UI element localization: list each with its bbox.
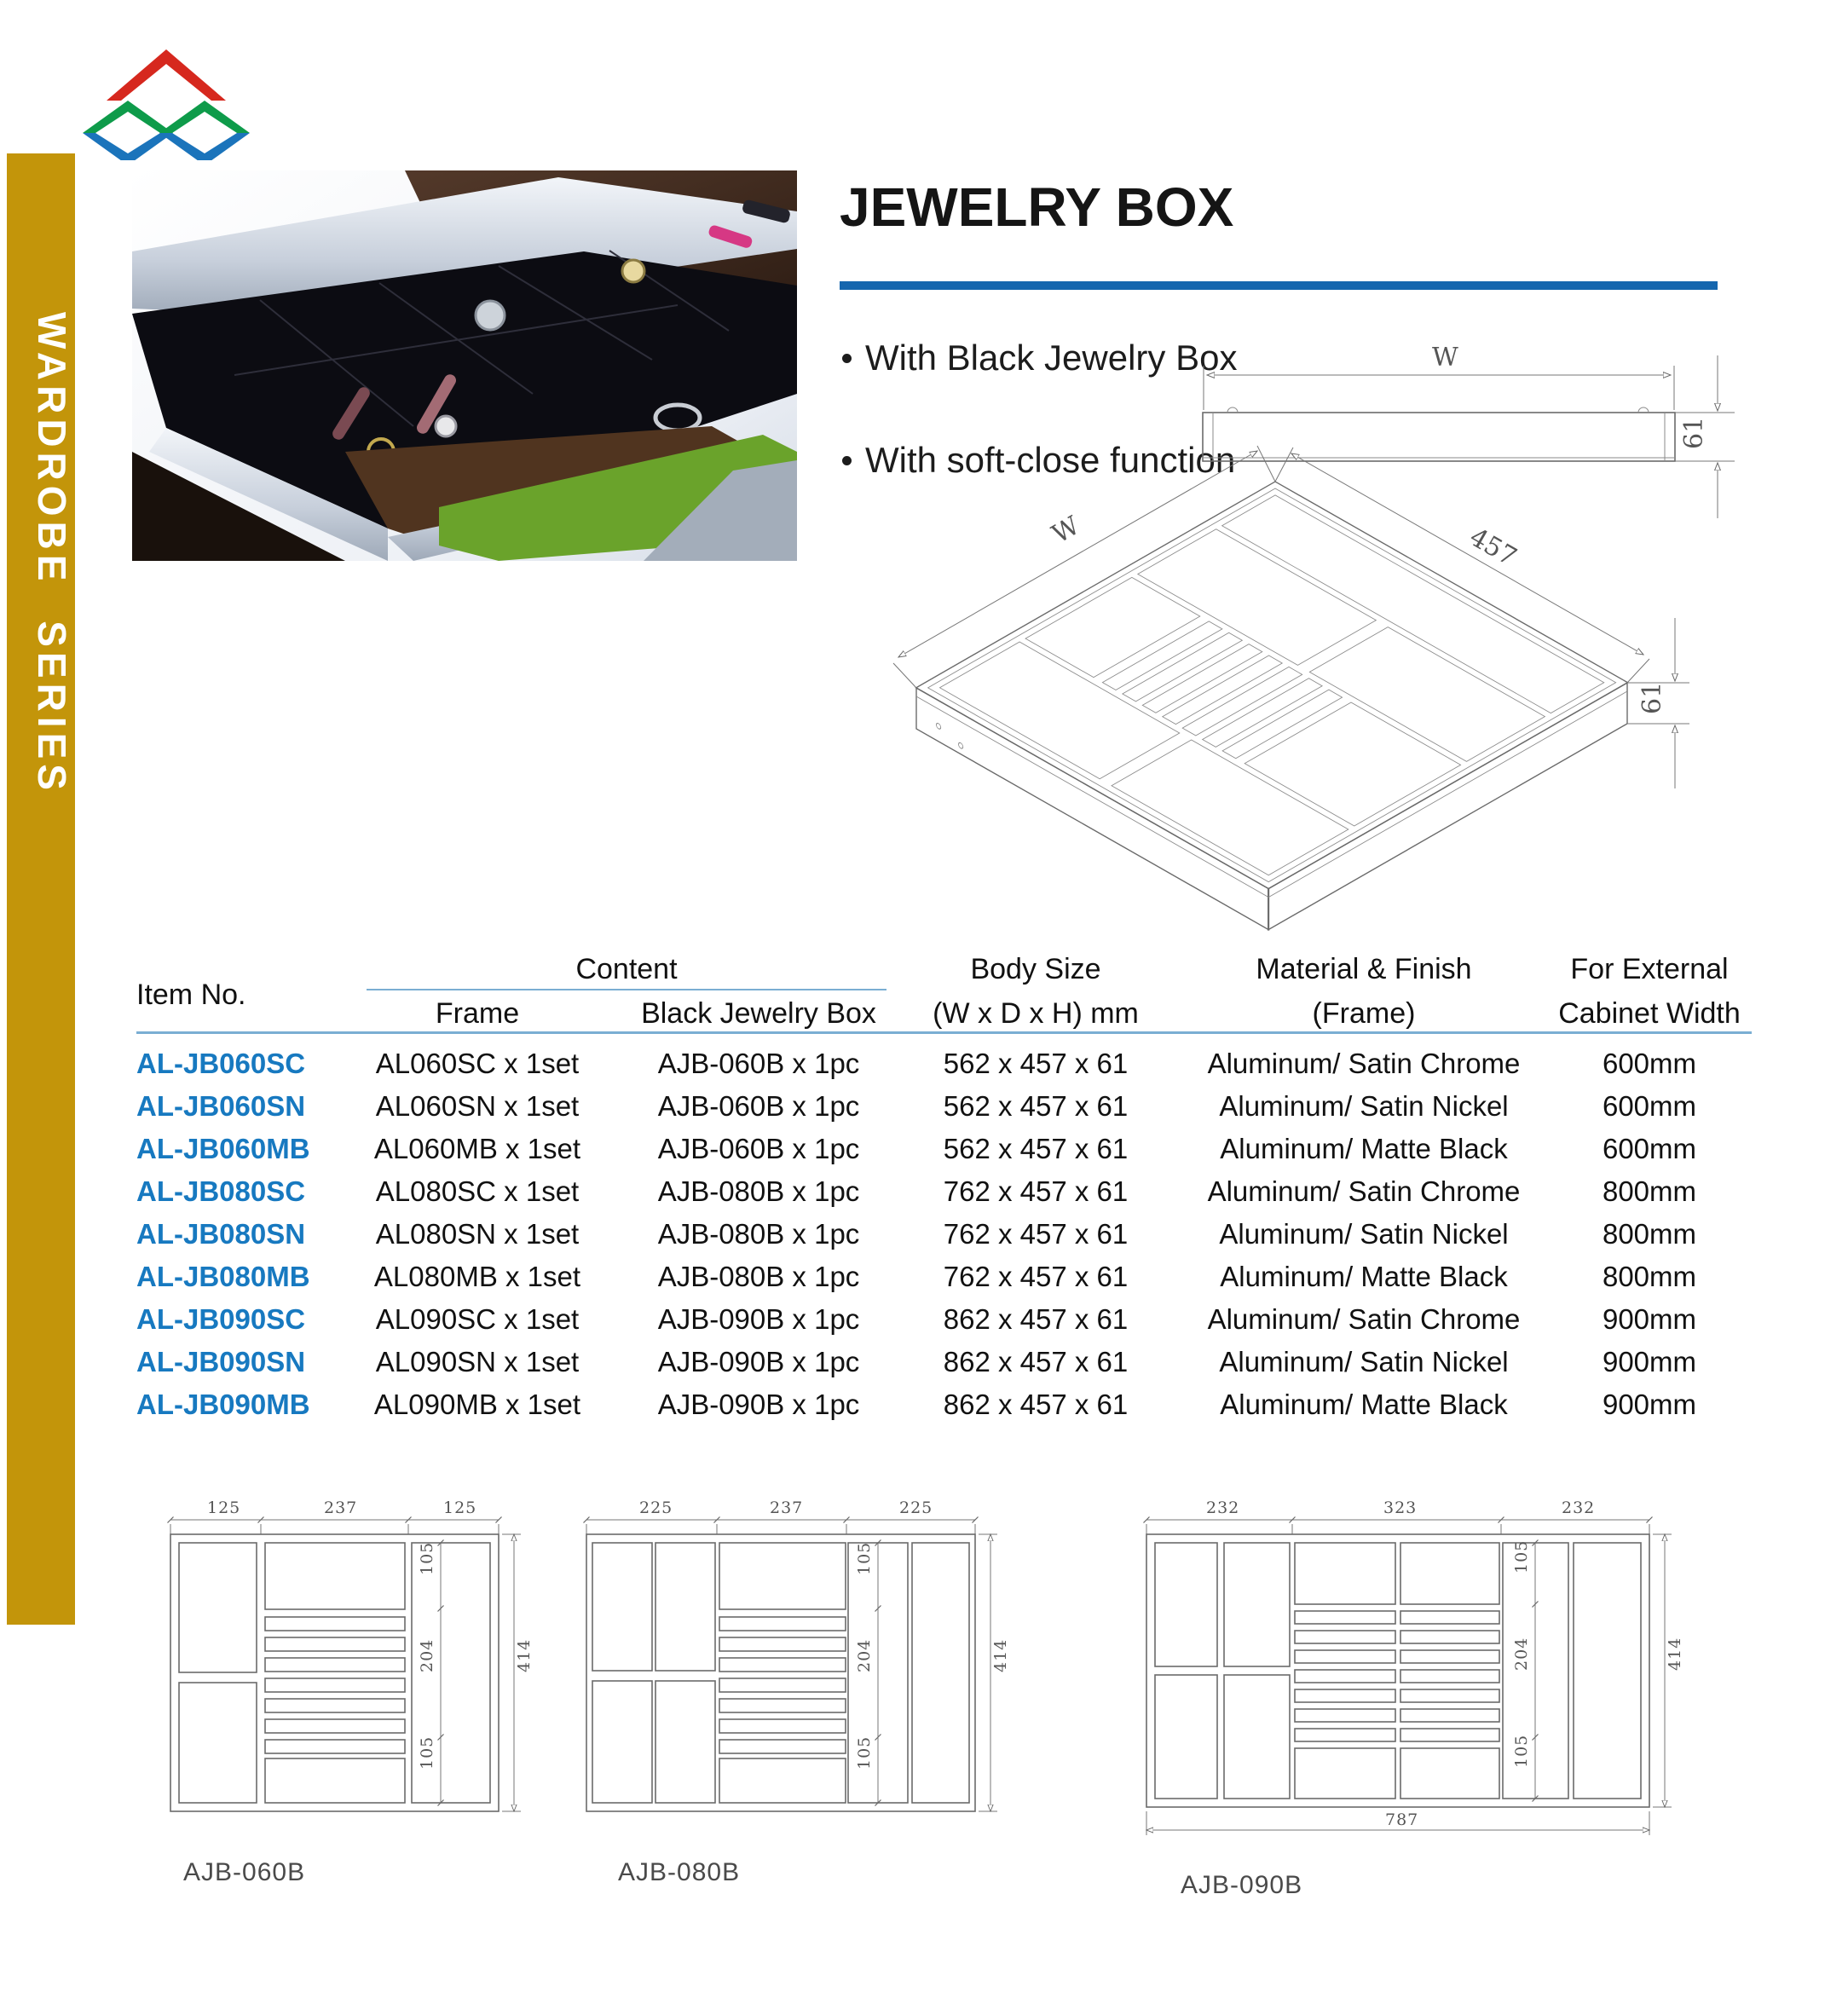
- dim-label: 204: [855, 1638, 874, 1672]
- cell-body: 862 x 457 x 61: [943, 1346, 1129, 1377]
- cell-item: AL-JB090SN: [136, 1346, 306, 1377]
- cell-width: 600mm: [1602, 1090, 1697, 1122]
- cell-bjb: AJB-080B x 1pc: [657, 1261, 860, 1292]
- col-header-bjb: Black Jewelry Box: [641, 997, 876, 1030]
- dim-label: 787: [1385, 1810, 1419, 1829]
- cell-frame: AL090SC x 1set: [375, 1303, 580, 1335]
- cell-width: 800mm: [1602, 1261, 1697, 1292]
- cell-width: 600mm: [1602, 1048, 1697, 1079]
- dim-label: 105: [418, 1735, 436, 1770]
- cell-frame: AL090MB x 1set: [373, 1389, 581, 1420]
- feature-text: With Black Jewelry Box: [865, 338, 1238, 378]
- cell-material: Aluminum/ Satin Chrome: [1207, 1175, 1521, 1207]
- cell-item: AL-JB080SN: [136, 1218, 306, 1250]
- dim-label: 232: [1206, 1498, 1240, 1517]
- dim-label: 105: [855, 1735, 874, 1770]
- col-header-material-1: Material & Finish: [1256, 953, 1472, 985]
- cell-material: Aluminum/ Satin Nickel: [1219, 1090, 1509, 1122]
- cell-body: 862 x 457 x 61: [943, 1389, 1129, 1420]
- dim-label: 414: [515, 1638, 534, 1672]
- dim-label: 225: [639, 1498, 673, 1517]
- col-header-content: Content: [575, 953, 678, 985]
- dim-label: 237: [324, 1498, 358, 1517]
- cell-item: AL-JB080SC: [136, 1175, 306, 1207]
- dim-label: 125: [443, 1498, 477, 1517]
- cell-body: 762 x 457 x 61: [943, 1175, 1129, 1207]
- dim-label: 232: [1562, 1498, 1596, 1517]
- bullet-icon: [842, 354, 852, 363]
- cell-item: AL-JB080MB: [136, 1261, 310, 1292]
- iso-depth-label: 457: [1464, 522, 1522, 573]
- cell-bjb: AJB-060B x 1pc: [657, 1133, 860, 1164]
- cell-material: Aluminum/ Satin Nickel: [1219, 1218, 1509, 1250]
- dim-label: 125: [207, 1498, 241, 1517]
- title-underline: [840, 281, 1718, 290]
- cell-body: 762 x 457 x 61: [943, 1218, 1129, 1250]
- cell-material: Aluminum/ Matte Black: [1220, 1389, 1508, 1420]
- cell-bjb: AJB-060B x 1pc: [657, 1048, 860, 1079]
- dim-label: 105: [1512, 1539, 1531, 1574]
- iso-height-label: 61: [1637, 681, 1667, 714]
- dim-label: 204: [418, 1638, 436, 1672]
- dim-label: 204: [1512, 1637, 1531, 1671]
- cell-item: AL-JB060SN: [136, 1090, 306, 1122]
- cell-item: AL-JB090SC: [136, 1303, 306, 1335]
- col-header-item: Item No.: [136, 979, 246, 1011]
- cell-body: 562 x 457 x 61: [943, 1090, 1129, 1122]
- dim-label: 414: [1666, 1637, 1684, 1671]
- cell-body: 562 x 457 x 61: [943, 1048, 1129, 1079]
- cell-bjb: AJB-080B x 1pc: [657, 1175, 860, 1207]
- cell-frame: AL080MB x 1set: [373, 1261, 581, 1292]
- plan-drawing-ajb-080b: [563, 1496, 1023, 1880]
- feature-text: With soft-close function: [865, 440, 1236, 480]
- cell-item: AL-JB060MB: [136, 1133, 310, 1164]
- dim-label: 105: [418, 1541, 436, 1575]
- cell-bjb: AJB-090B x 1pc: [657, 1346, 860, 1377]
- plan-drawing-ajb-060b: [141, 1496, 541, 1880]
- cell-bjb: AJB-060B x 1pc: [657, 1090, 860, 1122]
- col-header-material-2: (Frame): [1312, 997, 1416, 1030]
- cell-material: Aluminum/ Satin Chrome: [1207, 1303, 1521, 1335]
- cell-material: Aluminum/ Satin Nickel: [1219, 1346, 1509, 1377]
- cell-item: AL-JB090MB: [136, 1389, 310, 1420]
- plan-name: AJB-090B: [1181, 1871, 1303, 1899]
- dim-label: 237: [770, 1498, 804, 1517]
- content-underline: [367, 989, 886, 990]
- cell-width: 900mm: [1602, 1303, 1697, 1335]
- col-header-frame: Frame: [435, 997, 520, 1030]
- cell-width: 800mm: [1602, 1218, 1697, 1250]
- cell-width: 800mm: [1602, 1175, 1697, 1207]
- cell-bjb: AJB-090B x 1pc: [657, 1303, 860, 1335]
- cell-body: 862 x 457 x 61: [943, 1303, 1129, 1335]
- cell-frame: AL060MB x 1set: [373, 1133, 581, 1164]
- cell-width: 600mm: [1602, 1133, 1697, 1164]
- plan-name: AJB-080B: [618, 1858, 741, 1886]
- iso-view-drawing: [835, 443, 1790, 989]
- cell-width: 900mm: [1602, 1389, 1697, 1420]
- cell-frame: AL060SN x 1set: [375, 1090, 580, 1122]
- front-width-label: W: [1432, 343, 1458, 372]
- cell-frame: AL080SN x 1set: [375, 1218, 580, 1250]
- plan-drawing-ajb-090b: [1125, 1496, 1705, 1905]
- dim-label: 414: [991, 1638, 1010, 1672]
- cell-material: Aluminum/ Satin Chrome: [1207, 1048, 1521, 1079]
- col-header-width-1: For External: [1570, 953, 1729, 985]
- series-banner-label: WARDROBE SERIES: [30, 311, 74, 795]
- front-height-label: 61: [1679, 416, 1709, 449]
- cell-body: 562 x 457 x 61: [943, 1133, 1129, 1164]
- header-underline: [136, 1031, 1752, 1034]
- page-title: JEWELRY BOX: [840, 176, 1234, 238]
- col-header-width-2: Cabinet Width: [1558, 997, 1741, 1030]
- cell-frame: AL090SN x 1set: [375, 1346, 580, 1377]
- cell-bjb: AJB-080B x 1pc: [657, 1218, 860, 1250]
- cell-bjb: AJB-090B x 1pc: [657, 1389, 860, 1420]
- iso-width-label: W: [1047, 511, 1085, 550]
- plan-name: AJB-060B: [183, 1858, 306, 1886]
- cell-material: Aluminum/ Matte Black: [1220, 1133, 1508, 1164]
- cell-material: Aluminum/ Matte Black: [1220, 1261, 1508, 1292]
- product-photo: [132, 170, 797, 561]
- cell-frame: AL060SC x 1set: [375, 1048, 580, 1079]
- brand-logo-icon: [47, 15, 277, 160]
- dim-label: 323: [1383, 1498, 1418, 1517]
- col-header-body-2: (W x D x H) mm: [933, 997, 1139, 1030]
- dim-label: 105: [1512, 1734, 1531, 1768]
- dim-label: 105: [855, 1541, 874, 1575]
- cell-width: 900mm: [1602, 1346, 1697, 1377]
- dim-label: 225: [899, 1498, 933, 1517]
- cell-body: 762 x 457 x 61: [943, 1261, 1129, 1292]
- cell-item: AL-JB060SC: [136, 1048, 306, 1079]
- col-header-body-1: Body Size: [970, 953, 1101, 985]
- cell-frame: AL080SC x 1set: [375, 1175, 580, 1207]
